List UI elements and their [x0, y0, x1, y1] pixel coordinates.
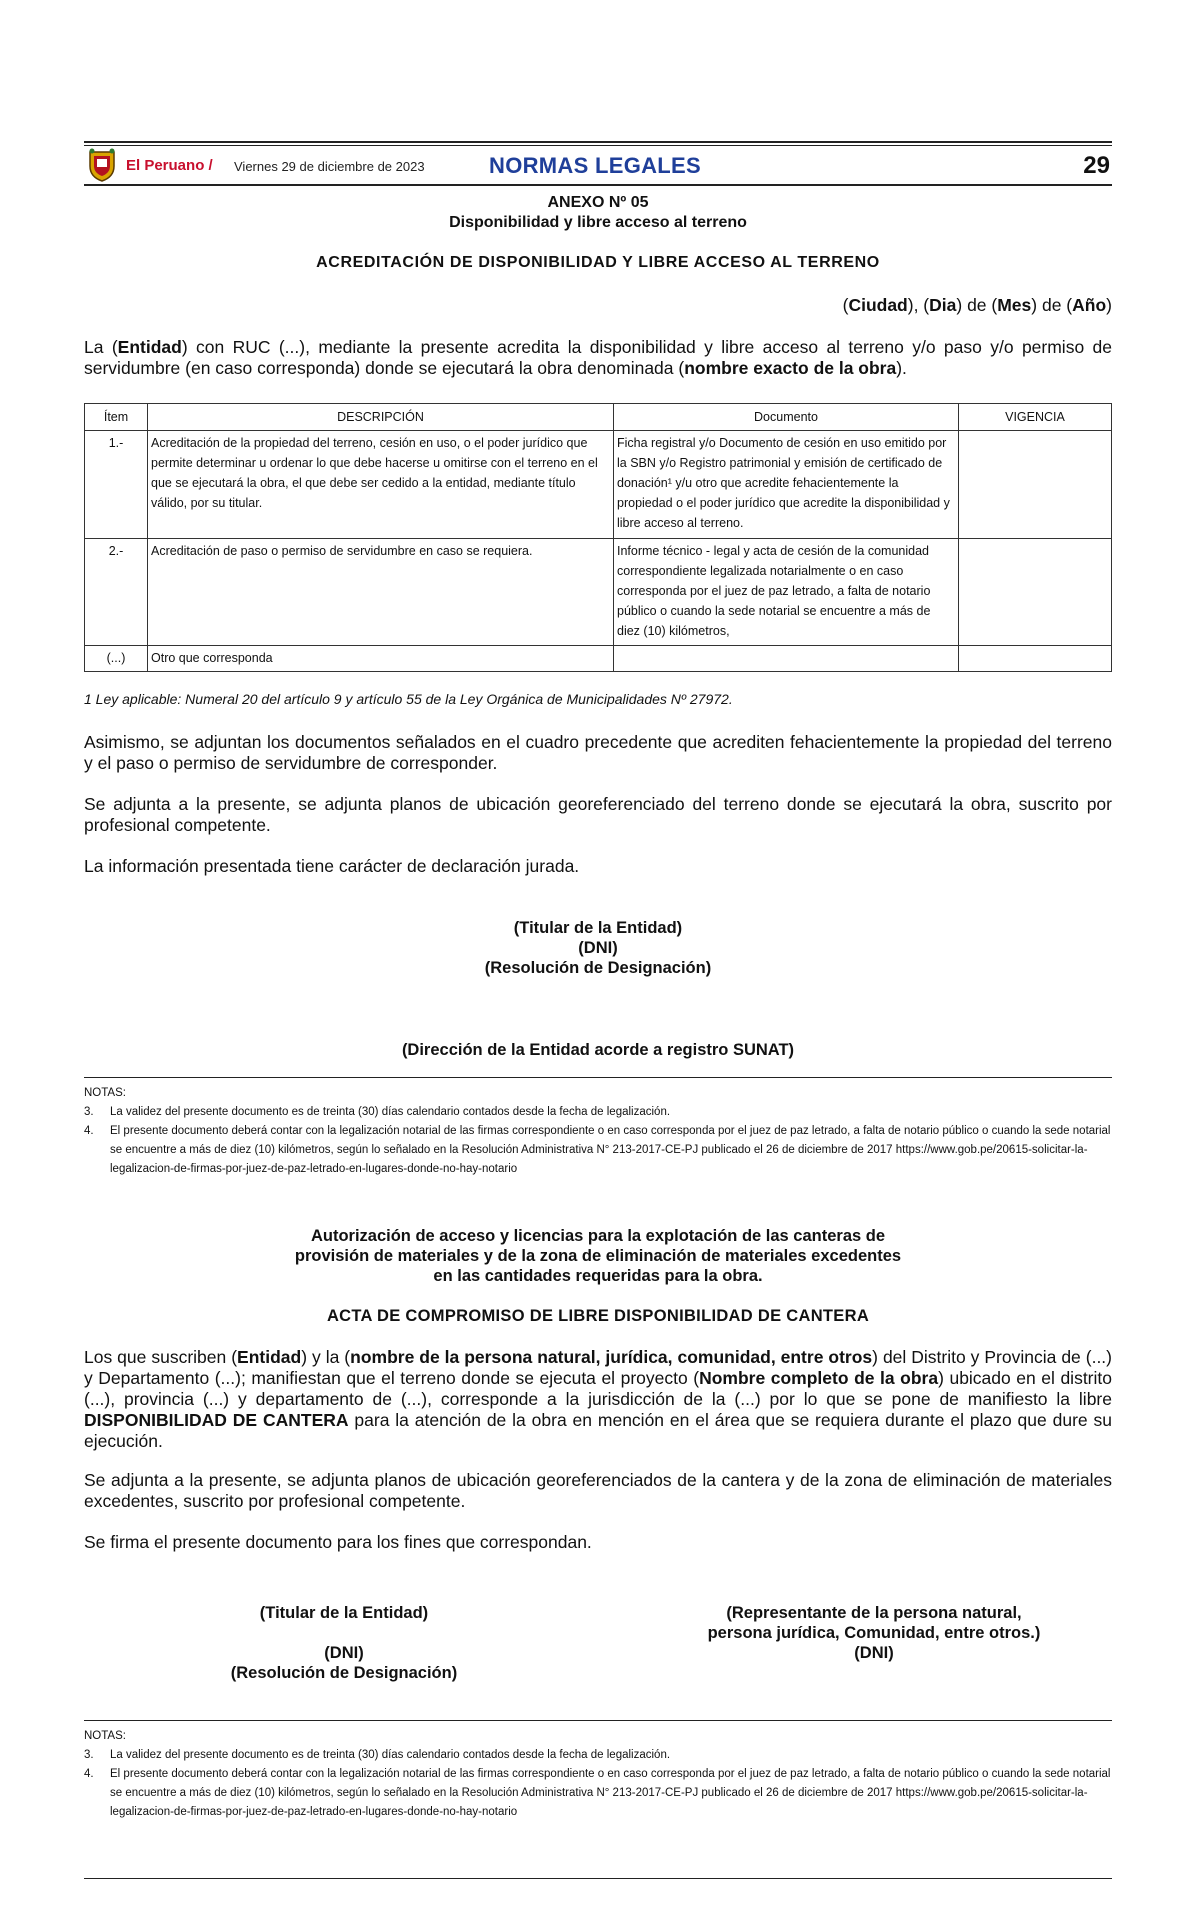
anexo-signature-block: [84, 918, 1112, 978]
text-span: ): [1106, 295, 1112, 315]
header-top-rule: [84, 141, 1112, 143]
text-span: ) de (: [1031, 295, 1073, 315]
month-field: Mes: [997, 295, 1032, 315]
column-header: DESCRIPCIÓN: [148, 404, 614, 431]
anexo-paragraph-3: La información presentada tiene carácter de declaración jurada.: [84, 856, 580, 876]
document-cell: [614, 646, 959, 672]
page-number: 29: [1083, 152, 1110, 179]
notes-rule: [84, 1077, 1112, 1078]
text-span: ) y la (: [301, 1347, 351, 1367]
signatory-title: (Titular de la Entidad): [513, 919, 683, 937]
column-header: Documento: [614, 404, 959, 431]
cantera-paragraph-2: Se adjunta a la presente, se adjunta planos de ubicación georeferenciados de la cantera y de la zona de eliminación de materiales excedentes, suscrito por profesional competente.: [84, 1470, 1112, 1511]
item-cell: (...): [85, 646, 148, 672]
footer-rule: [84, 1878, 1112, 1879]
year-field: Año: [1072, 295, 1107, 315]
note-text: La validez del presente documento es de treinta (30) días calendario contados desde la fecha de legalización.: [110, 1106, 671, 1118]
document-cell: Informe técnico - legal y acta de cesión de la comunidad correspondiente legalizada notarialmente o en caso corresponda por el juez de paz letrado, a falta de notario público o cuando la sede notarial se encuentre a más de diez (10) kilómetros,: [614, 539, 959, 646]
note-text: El presente documento deberá contar con la legalización notarial de las firmas correspondiente o en caso corresponda por el juez de paz letrado, a falta de notario público o cuando la sede notarial se encuentre a más de diez (10) kilómetros, según lo señalado en la Resolución Administrativa N° 213-2017-CE-PJ publicado el 26 de diciembre de 2017 https://www.gob.pe/20615-solicitar-la-legalizacion-de-firmas-por-juez-de-paz-letrado-en-lugares-donde-no-hay-notario: [110, 1768, 1111, 1818]
text-span: ).: [896, 358, 907, 378]
header-bottom-rule: [84, 184, 1112, 186]
note-item: [84, 1122, 1112, 1179]
city-date-line: [84, 295, 1112, 316]
signatory-resolution: (Resolución de Designación): [230, 1664, 458, 1682]
text-span: para la atención de la obra en mención en el área que se requiera durante el plazo que dure su ejecución.: [84, 1410, 1112, 1451]
anexo-notes: [84, 1084, 1112, 1179]
person-field: nombre de la persona natural, jurídica, comunidad, entre otros: [350, 1347, 873, 1367]
validity-cell: [959, 646, 1112, 672]
note-number: 4.: [84, 1125, 94, 1137]
column-header: VIGENCIA: [959, 404, 1112, 431]
cantera-signature-left: [194, 1603, 494, 1683]
table-row: [85, 539, 1112, 646]
description-cell: Acreditación de la propiedad del terreno, cesión en uso, o el poder jurídico que permite determinar u ordenar lo que debe hacerse u omitirse con el terreno en el que se ejecutará la obra, el que debe ser cedido a la entidad, mediante título válido, por su titular.: [148, 431, 614, 539]
entity-field: Entidad: [237, 1347, 302, 1367]
city-field: Ciudad: [848, 295, 908, 315]
cantera-title-block: [84, 1226, 1112, 1286]
documents-table: [84, 403, 1112, 672]
item-cell: 1.-: [85, 431, 148, 539]
representative-title-line: persona jurídica, Comunidad, entre otros.): [707, 1624, 1041, 1642]
signatory-dni: (DNI): [324, 1644, 364, 1662]
table-footnote: 1 Ley aplicable: Numeral 20 del artículo 9 y artículo 55 de la Ley Orgánica de Municipalidades Nº 27972.: [84, 691, 733, 707]
text-span: ) de (: [956, 295, 998, 315]
signatory-resolution: (Resolución de Designación): [484, 959, 712, 977]
anexo-paragraph-2: Se adjunta a la presente, se adjunta planos de ubicación georeferenciado del terreno donde se ejecutará la obra, suscrito por profesional competente.: [84, 794, 1112, 835]
note-item: [84, 1765, 1112, 1822]
column-header: Ítem: [85, 404, 148, 431]
cantera-paragraph-1: [84, 1347, 1112, 1452]
text-span: ) del Distrito y Provincia de (...) y Departamento (...); manifiestan que el terreno donde se ejecuta el proyecto (: [84, 1347, 1112, 1388]
note-item: [84, 1103, 1112, 1122]
newspaper-name: El Peruano /: [126, 157, 213, 174]
cantera-title-line: Autorización de acceso y licencias para la explotación de las canteras de: [310, 1227, 886, 1245]
coat-of-arms-icon: [87, 148, 117, 182]
note-text: El presente documento deberá contar con la legalización notarial de las firmas correspondiente o en caso corresponda por el juez de paz letrado, a falta de notario público o cuando la sede notarial se encuentre a más de diez (10) kilómetros, según lo señalado en la Resolución Administrativa N° 213-2017-CE-PJ publicado el 26 de diciembre de 2017 https://www.gob.pe/20615-solicitar-la-legalizacion-de-firmas-por-juez-de-paz-letrado-en-lugares-donde-no-hay-notario: [110, 1125, 1111, 1175]
cantera-signature-right: [644, 1603, 1104, 1663]
signatory-dni: (DNI): [578, 939, 618, 957]
entity-field: Entidad: [117, 337, 182, 357]
validity-cell: [959, 539, 1112, 646]
table-row: [85, 646, 1112, 672]
note-item: [84, 1746, 1112, 1765]
anexo-intro: [84, 337, 1112, 379]
anexo-subtitle: Disponibilidad y libre acceso al terreno: [449, 214, 747, 231]
notes-label: NOTAS:: [84, 1087, 126, 1099]
notes-rule: [84, 1720, 1112, 1721]
section-title: NORMAS LEGALES: [489, 153, 701, 178]
text-span: ), (: [907, 295, 930, 315]
work-name-field: nombre exacto de la obra: [684, 358, 897, 378]
note-text: La validez del presente documento es de treinta (30) días calendario contados desde la fecha de legalización.: [110, 1749, 671, 1761]
cantera-notes: [84, 1727, 1112, 1822]
description-cell: Acreditación de paso o permiso de servidumbre en caso se requiera.: [148, 539, 614, 646]
page-header: [84, 148, 1112, 182]
description-cell: Otro que corresponda: [148, 646, 614, 672]
signatory-title: (Titular de la Entidad): [259, 1604, 429, 1622]
anexo-title: ANEXO Nº 05: [547, 194, 649, 211]
text-span: (: [842, 295, 849, 315]
text-span: ) con RUC (...), mediante la presente acredita la disponibilidad y libre acceso al terreno y/o paso y/o permiso de servidumbre (en caso corresponda) donde se ejecutará la obra denominada (: [84, 337, 1113, 378]
text-span: ) ubicado en el distrito (...), provincia (...) y departamento de (...), corresponde a la jurisdicción de la (...) por lo que se pone de manifiesto la libre: [84, 1368, 1112, 1409]
note-number: 3.: [84, 1749, 94, 1761]
text-span: La (: [84, 337, 118, 357]
cantera-title-line: provisión de materiales y de la zona de eliminación de materiales excedentes: [294, 1247, 902, 1265]
anexo-paragraph-1: Asimismo, se adjuntan los documentos señalados en el cuadro precedente que acrediten fehacientemente la propiedad del terreno y el paso o permiso de servidumbre de corresponder.: [84, 732, 1112, 773]
notes-label: NOTAS:: [84, 1730, 126, 1742]
header-top-rule-thin: [84, 145, 1112, 146]
issue-date: Viernes 29 de diciembre de 2023: [234, 159, 425, 174]
day-field: Dia: [929, 295, 957, 315]
entity-address: (Dirección de la Entidad acorde a registro SUNAT): [401, 1041, 795, 1059]
work-name-field: Nombre completo de la obra: [699, 1368, 939, 1388]
text-span: Los que suscriben (: [84, 1347, 238, 1367]
note-number: 3.: [84, 1106, 94, 1118]
representative-dni: (DNI): [854, 1644, 894, 1662]
table-header-row: [85, 404, 1112, 431]
validity-cell: [959, 431, 1112, 539]
cantera-title-line: en las cantidades requeridas para la obra.: [433, 1267, 763, 1285]
representative-title-line: (Representante de la persona natural,: [726, 1604, 1022, 1622]
anexo-title-block: [84, 193, 1112, 233]
document-cell: Ficha registral y/o Documento de cesión en uso emitido por la SBN y/o Registro patrimonial y emisión de certificado de donación¹ y/u otro que acredite fehacientemente la propiedad o el poder jurídico que acredite la disponibilidad y libre acceso al terreno.: [614, 431, 959, 539]
table-row: [85, 431, 1112, 539]
cantera-heading: ACTA DE COMPROMISO DE LIBRE DISPONIBILIDAD DE CANTERA: [326, 1307, 870, 1325]
quarry-availability-term: DISPONIBILIDAD DE CANTERA: [84, 1410, 349, 1430]
item-cell: 2.-: [85, 539, 148, 646]
anexo-heading: ACREDITACIÓN DE DISPONIBILIDAD Y LIBRE ACCESO AL TERRENO: [316, 254, 880, 271]
note-number: 4.: [84, 1768, 94, 1780]
cantera-paragraph-3: Se firma el presente documento para los fines que correspondan.: [84, 1532, 592, 1552]
